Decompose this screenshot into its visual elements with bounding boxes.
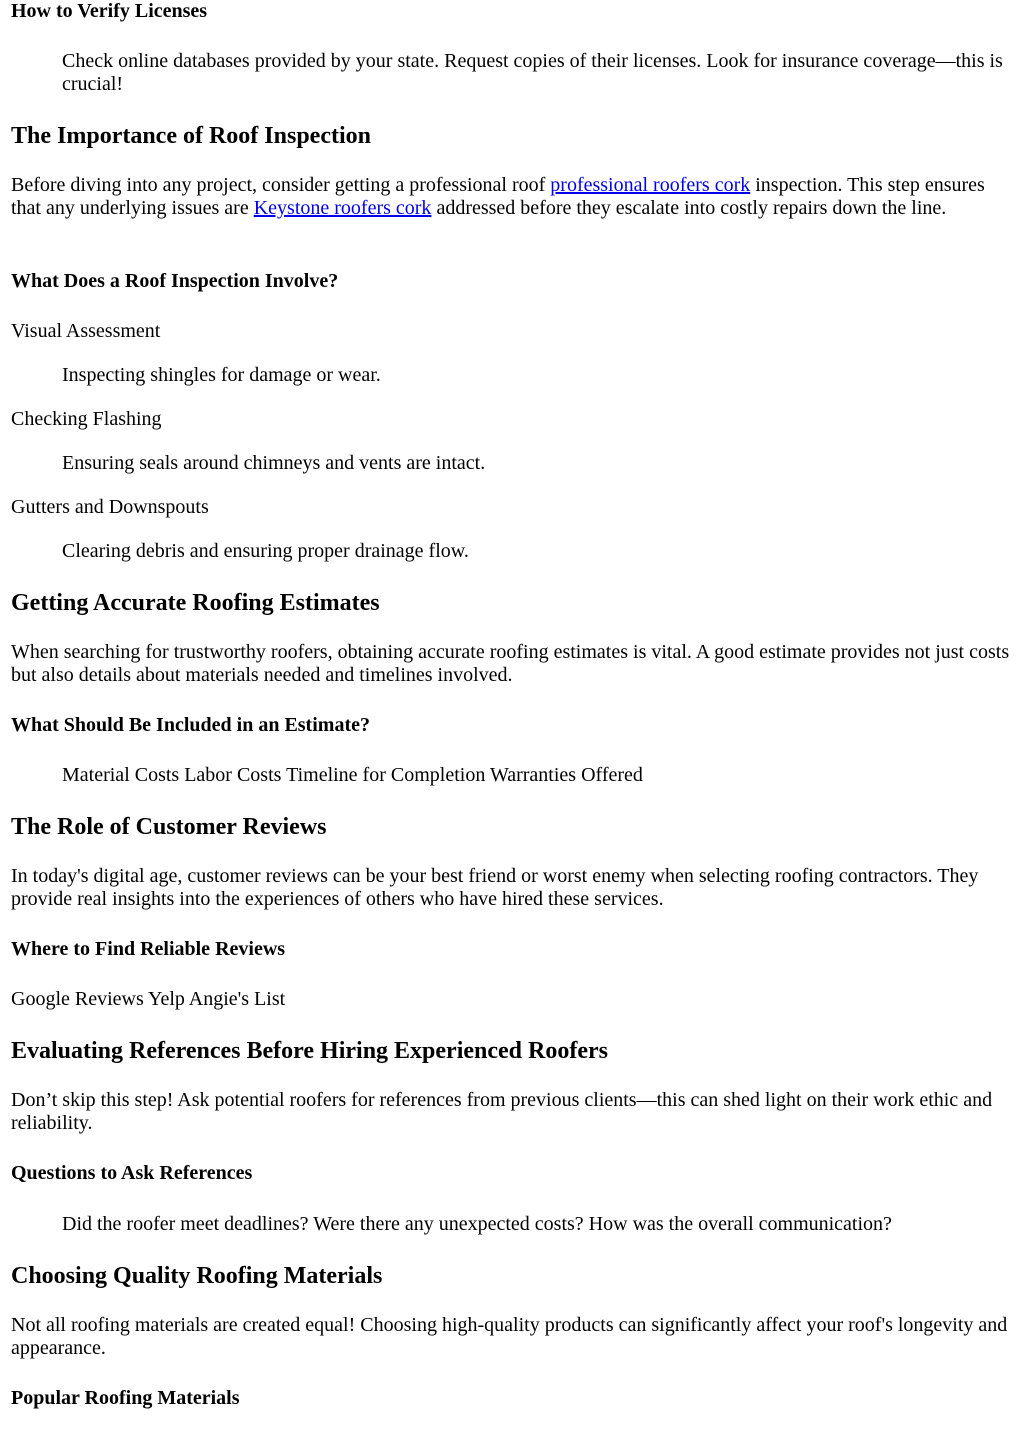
reviews-paragraph: In today's digital age, customer reviews can be your best friend or worst enemy when selecting roofing contractors. They provide real insights into the experiences of others who have hired these services. [11,865,979,910]
inspection-paragraph [11,174,1015,220]
estimates-heading: Getting Accurate Roofing Estimates [11,590,380,616]
references-subheading: Questions to Ask References [11,1162,253,1184]
materials-heading: Choosing Quality Roofing Materials [11,1263,383,1289]
inspection-text-2: inspection. This step ensures that any underlying issues are [11,174,985,219]
reviews-list: Google Reviews Yelp Angie's List [11,988,286,1010]
estimates-subheading: What Should Be Included in an Estimate? [11,714,370,736]
inspection-text-3: addressed before they escalate into costly repairs down the line. [431,197,947,219]
inspection-subheading: What Does a Roof Inspection Involve? [11,270,339,292]
inspection-heading: The Importance of Roof Inspection [11,123,371,149]
inspection-term-flashing: Checking Flashing [11,408,162,430]
references-paragraph: Don’t skip this step! Ask potential roofers for references from previous clients—this can shed light on their work ethic and reliability. [11,1089,993,1134]
estimates-paragraph: When searching for trustworthy roofers, obtaining accurate roofing estimates is vital. A good estimate provides not just costs but also details about materials needed and timelines involved. [11,641,1010,686]
references-detail: Did the roofer meet deadlines? Were there any unexpected costs? How was the overall communication? [62,1213,892,1235]
references-heading: Evaluating References Before Hiring Experienced Roofers [11,1038,608,1064]
inspection-term-gutters: Gutters and Downspouts [11,496,209,518]
reviews-subheading: Where to Find Reliable Reviews [11,938,286,960]
inspection-term-visual: Visual Assessment [11,320,161,342]
licenses-heading: How to Verify Licenses [11,0,208,22]
inspection-desc-visual: Inspecting shingles for damage or wear. [62,364,381,386]
inspection-desc-gutters: Clearing debris and ensuring proper drainage flow. [62,540,469,562]
inspection-text-1: Before diving into any project, consider getting a professional roof [11,174,551,196]
estimates-detail: Material Costs Labor Costs Timeline for Completion Warranties Offered [62,764,643,786]
licenses-detail: Check online databases provided by your state. Request copies of their licenses. Look for insurance coverage—this is crucial! [62,50,1003,95]
inspection-desc-flashing: Ensuring seals around chimneys and vents are intact. [62,452,486,474]
materials-subheading: Popular Roofing Materials [11,1387,240,1409]
keystone-roofers-cork-link[interactable]: Keystone roofers cork [253,197,432,219]
professional-roofers-cork-link[interactable]: professional roofers cork [550,174,751,196]
reviews-heading: The Role of Customer Reviews [11,814,327,840]
materials-paragraph: Not all roofing materials are created equal! Choosing high-quality products can significantly affect your roof's longevity and appearance. [11,1314,1008,1359]
